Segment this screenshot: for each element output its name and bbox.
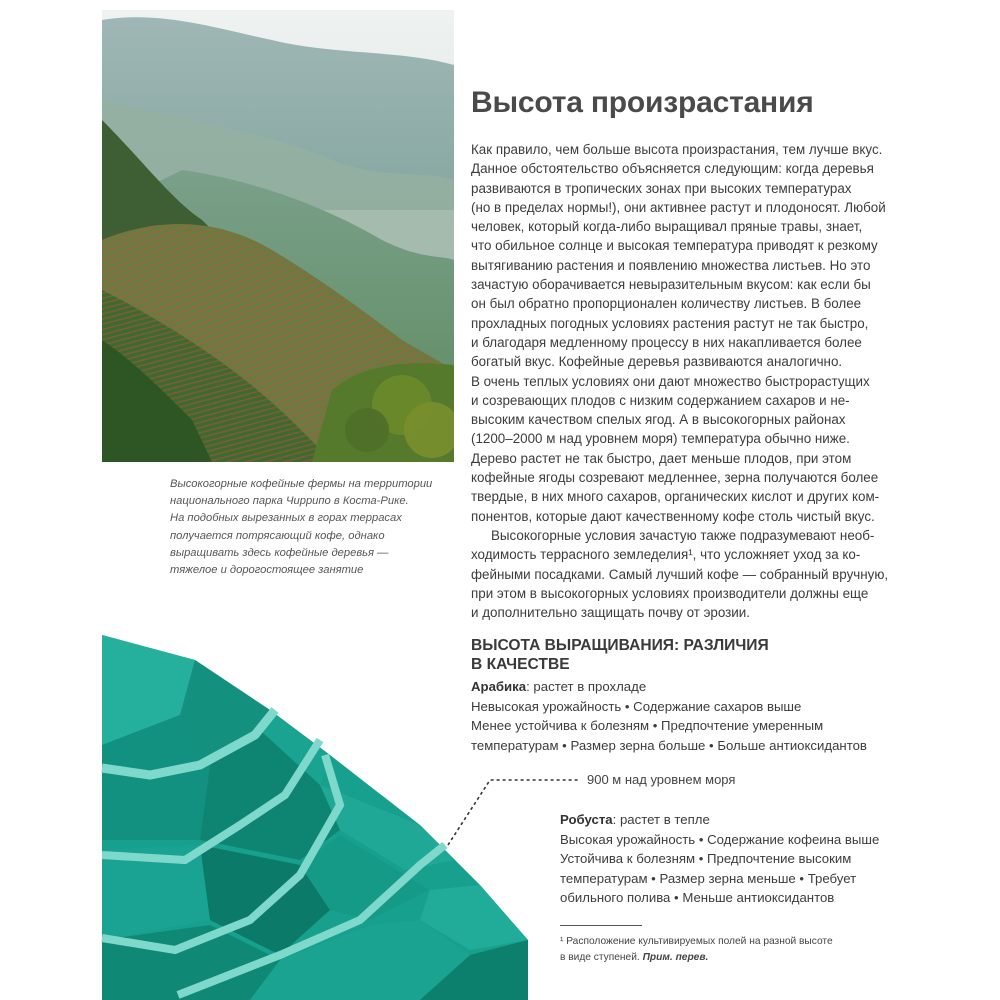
caption-line: Высокогорные кофейные фермы на территории: [170, 478, 433, 490]
body-line: Данное обстоятельство объясняется следующим: когда деревья: [471, 161, 874, 177]
body-line: при этом в высокогорных условиях производители должны еще: [471, 585, 869, 601]
arabica-line: Невысокая урожайность • Содержание сахаров выше: [471, 698, 802, 714]
arabica-line: Менее устойчива к болезням • Предпочтение умеренным: [471, 718, 824, 734]
body-line: что обильное солнце и высокая температура приводят к резкому: [471, 238, 878, 254]
robusta-block: [560, 810, 879, 908]
footnote-line: ¹ Расположение культивируемых полей на разной высоте: [560, 936, 833, 947]
body-line: и созревающих плодов с низким содержанием сахаров и не-: [471, 392, 850, 408]
body-line: высоким качеством спелых ягод. А в высокогорных районах: [471, 412, 846, 428]
caption-line: На подобных вырезанных в горах террасах: [170, 512, 402, 525]
section-heading-line: В КАЧЕСТВЕ: [471, 655, 570, 673]
caption-line: тяжелое и дорогостоящее занятие: [170, 564, 364, 577]
robusta-line: Высокая урожайность • Содержание кофеина выше: [560, 831, 880, 847]
body-line: зачастую оборачивается невыразительным вкусом: как если бы: [471, 277, 871, 293]
footnote-line: [560, 950, 908, 966]
section-heading-line: ВЫСОТА ВЫРАЩИВАНИЯ: РАЗЛИЧИЯ: [471, 637, 769, 654]
caption-line: получается потрясающий кофе, однако: [170, 529, 385, 542]
body-line: В очень теплых условиях они дают множество быстрорастущих: [471, 373, 870, 389]
body-line: Как правило, чем больше высота произрастания, тем лучше вкус.: [471, 142, 883, 157]
body-line: развиваются в тропических зонах при высоких температурах: [471, 180, 852, 196]
body-line: (но в пределах нормы!), они активнее растут и плодоносят. Любой: [471, 199, 886, 215]
footnote-text: в виде ступеней.: [560, 951, 643, 963]
body-line: и благодаря медленному процессу в них накапливается более: [471, 334, 862, 350]
mountain-coffee-farm-photo: [102, 10, 454, 462]
robusta-line: температурам • Размер зерна меньше • Требует: [560, 870, 857, 886]
footnote-divider: [560, 925, 642, 926]
body-line: Высокогорные условия зачастую также подразумевают необ-: [491, 527, 875, 543]
body-line: и дополнительно защищать почву от эрозии.: [471, 605, 750, 621]
footnote: [560, 934, 908, 965]
body-line: фейными посадками. Самый лучший кофе — собранный вручную,: [471, 566, 889, 582]
body-line: вытягиванию растения и появлению множества листьев. Но это: [471, 257, 871, 273]
body-line: прохладных погодных условиях растения растут не так быстро,: [471, 315, 869, 331]
body-line: твердые, в них много сахаров, органических кислот и других ком-: [471, 489, 880, 505]
translator-note: Прим. перев.: [642, 951, 709, 963]
robusta-line: Устойчива к болезням • Предпочтение высоким: [560, 851, 852, 867]
arabica-name: Арабика: [471, 679, 527, 694]
photo-caption: [170, 476, 452, 579]
body-line: понентов, которые дают качественному кофе столь чистый вкус.: [471, 508, 875, 524]
body-line: ходимость террасного земледелия¹, что усложняет уход за ко-: [471, 547, 861, 563]
robusta-line: обильного полива • Меньше антиоксидантов: [560, 890, 835, 906]
page-title: Высота произрастания: [471, 86, 814, 119]
body-text: [471, 140, 911, 622]
body-line: он был обратно пропорционален количеству листьев. В более: [471, 296, 862, 312]
body-line: человек, который когда-либо выращивал пряные травы, знает,: [471, 219, 863, 235]
arabica-condition: : растет в прохладе: [526, 679, 647, 694]
body-line: кофейные ягоды созревают медленнее, зерна получаются более: [471, 470, 879, 486]
mountain-illustration: [0, 620, 620, 1000]
body-line: богатый вкус. Кофейные деревья развиваются аналогично.: [471, 354, 843, 370]
robusta-heading: [560, 810, 879, 830]
arabica-line: температурам • Размер зерна больше • Больше антиоксидантов: [471, 737, 867, 753]
robusta-name: Робуста: [560, 812, 613, 827]
body-line: (1200–2000 м над уровнем моря) температура обычно ниже.: [471, 431, 850, 447]
caption-line: национального парка Чиррипо в Коста-Рике.: [170, 495, 409, 508]
caption-line: выращивать здесь кофейные деревья —: [170, 546, 389, 559]
robusta-condition: : растет в тепле: [612, 812, 710, 827]
body-line: Дерево растет не так быстро, дает меньше плодов, при этом: [471, 450, 852, 466]
altitude-label: 900 м над уровнем моря: [587, 772, 736, 787]
